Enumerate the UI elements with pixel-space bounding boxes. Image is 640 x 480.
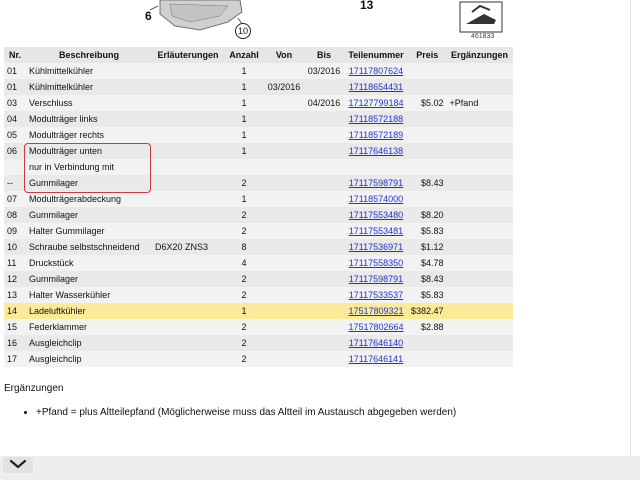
table-header-row xyxy=(4,47,513,63)
cell-bis xyxy=(304,143,344,159)
col-header-preis: Preis xyxy=(408,47,447,63)
part-callout-10: 10 xyxy=(235,23,251,39)
table-row xyxy=(4,223,513,239)
table-row xyxy=(4,111,513,127)
cell-beschreibung: Halter Wasserkühler xyxy=(26,287,152,303)
cell-teilenummer xyxy=(344,79,408,95)
cell-beschreibung: Ausgleichclip xyxy=(26,335,152,351)
table-row xyxy=(4,63,513,79)
col-header-erlaeuterungen: Erläuterungen xyxy=(152,47,224,63)
part-number-link[interactable]: 17118572189 xyxy=(348,130,404,140)
cell-bis xyxy=(304,79,344,95)
cell-von xyxy=(264,287,304,303)
cell-beschreibung: Kühlmittelkühler xyxy=(26,79,152,95)
cell-preis xyxy=(408,159,447,175)
cell-nr: 10 xyxy=(4,239,26,255)
cell-bis xyxy=(304,351,344,367)
part-number-link[interactable]: 17117598791 xyxy=(348,178,404,188)
part-number-link[interactable]: 17117646141 xyxy=(348,354,404,364)
cell-bis xyxy=(304,271,344,287)
cell-anzahl: 8 xyxy=(224,239,264,255)
cell-erlaeuterungen: D6X20 ZNS3 xyxy=(152,239,224,255)
cell-ergaenzungen xyxy=(447,319,513,335)
table-row xyxy=(4,335,513,351)
cell-anzahl: 1 xyxy=(224,303,264,319)
cell-von xyxy=(264,191,304,207)
cell-nr: -- xyxy=(4,175,26,191)
col-header-von: Von xyxy=(264,47,304,63)
chevron-down-icon xyxy=(9,459,27,469)
part-number-link[interactable]: 17117646138 xyxy=(348,146,404,156)
cell-ergaenzungen xyxy=(447,143,513,159)
cell-erlaeuterungen xyxy=(152,111,224,127)
cell-bis: 03/2016 xyxy=(304,63,344,79)
table-row xyxy=(4,351,513,367)
table-row xyxy=(4,159,513,175)
cell-nr: 13 xyxy=(4,287,26,303)
cell-von xyxy=(264,303,304,319)
cell-beschreibung: Modulträger rechts xyxy=(26,127,152,143)
part-number-link[interactable]: 17517809321 xyxy=(348,306,404,316)
cell-preis xyxy=(408,143,447,159)
table-row xyxy=(4,207,513,223)
table-row xyxy=(4,319,513,335)
cell-anzahl: 2 xyxy=(224,287,264,303)
cell-erlaeuterungen xyxy=(152,255,224,271)
cell-ergaenzungen xyxy=(447,175,513,191)
cell-ergaenzungen xyxy=(447,79,513,95)
cell-ergaenzungen xyxy=(447,63,513,79)
cell-anzahl: 1 xyxy=(224,79,264,95)
table-row xyxy=(4,271,513,287)
col-header-bis: Bis xyxy=(304,47,344,63)
cell-nr: 01 xyxy=(4,79,26,95)
cell-ergaenzungen xyxy=(447,287,513,303)
cell-nr: 07 xyxy=(4,191,26,207)
cell-preis: $8.43 xyxy=(408,271,447,287)
cell-erlaeuterungen xyxy=(152,175,224,191)
cell-anzahl: 1 xyxy=(224,127,264,143)
table-row xyxy=(4,95,513,111)
cell-ergaenzungen xyxy=(447,351,513,367)
cell-teilenummer xyxy=(344,111,408,127)
cell-anzahl: 2 xyxy=(224,319,264,335)
cell-beschreibung: Modulträger links xyxy=(26,111,152,127)
cell-bis xyxy=(304,111,344,127)
cell-preis xyxy=(408,79,447,95)
cell-beschreibung: Gummilager xyxy=(26,175,152,191)
cell-bis xyxy=(304,287,344,303)
cell-anzahl: 1 xyxy=(224,143,264,159)
cell-ergaenzungen xyxy=(447,191,513,207)
cell-beschreibung: Federklammer xyxy=(26,319,152,335)
cell-bis xyxy=(304,303,344,319)
cell-beschreibung: Druckstück xyxy=(26,255,152,271)
cell-erlaeuterungen xyxy=(152,335,224,351)
cell-preis xyxy=(408,127,447,143)
cell-teilenummer xyxy=(344,255,408,271)
part-number-link[interactable]: 17117536971 xyxy=(348,242,404,252)
cell-von xyxy=(264,223,304,239)
cell-von xyxy=(264,271,304,287)
part-number-link[interactable]: 17517802664 xyxy=(348,322,404,332)
cell-anzahl: 1 xyxy=(224,191,264,207)
cell-preis xyxy=(408,335,447,351)
cell-bis xyxy=(304,223,344,239)
part-number-link[interactable]: 17117807624 xyxy=(348,66,404,76)
cell-beschreibung: Schraube selbstschneidend xyxy=(26,239,152,255)
collapse-button[interactable] xyxy=(3,457,33,473)
cell-nr: 01 xyxy=(4,63,26,79)
table-row xyxy=(4,79,513,95)
part-number-link[interactable]: 17117646140 xyxy=(348,338,404,348)
col-header-nr: Nr. xyxy=(4,47,26,63)
cell-teilenummer xyxy=(344,239,408,255)
cell-ergaenzungen: +Pfand xyxy=(447,95,513,111)
cell-preis: $1.12 xyxy=(408,239,447,255)
col-header-anzahl: Anzahl xyxy=(224,47,264,63)
cell-von: 03/2016 xyxy=(264,79,304,95)
cell-von xyxy=(264,207,304,223)
cell-teilenummer xyxy=(344,287,408,303)
cell-teilenummer xyxy=(344,159,408,175)
cell-anzahl: 1 xyxy=(224,63,264,79)
cell-preis xyxy=(408,111,447,127)
cell-teilenummer xyxy=(344,143,408,159)
cell-erlaeuterungen xyxy=(152,127,224,143)
cell-bis xyxy=(304,159,344,175)
part-label-13: 13 xyxy=(360,0,374,12)
cell-teilenummer xyxy=(344,351,408,367)
cell-nr: 15 xyxy=(4,319,26,335)
cell-von xyxy=(264,95,304,111)
diagram-image-id: 461833 xyxy=(471,33,495,40)
cell-beschreibung: Kühlmittelkühler xyxy=(26,63,152,79)
cell-anzahl: 2 xyxy=(224,175,264,191)
cell-nr: 12 xyxy=(4,271,26,287)
cell-erlaeuterungen xyxy=(152,191,224,207)
cell-preis: $8.43 xyxy=(408,175,447,191)
part-number-link[interactable]: 17117553480 xyxy=(348,210,404,220)
part-number-link[interactable]: 17118654431 xyxy=(348,82,404,92)
cell-erlaeuterungen xyxy=(152,207,224,223)
table-row xyxy=(4,175,513,191)
cell-bis xyxy=(304,239,344,255)
cell-von xyxy=(264,175,304,191)
col-header-beschreibung: Beschreibung xyxy=(26,47,152,63)
cell-ergaenzungen xyxy=(447,303,513,319)
cell-anzahl: 2 xyxy=(224,351,264,367)
cell-erlaeuterungen xyxy=(152,143,224,159)
cell-von xyxy=(264,143,304,159)
cell-nr xyxy=(4,159,26,175)
cell-teilenummer xyxy=(344,271,408,287)
cell-anzahl: 2 xyxy=(224,271,264,287)
cell-erlaeuterungen xyxy=(152,303,224,319)
bottom-toolbar xyxy=(0,456,640,480)
cell-von xyxy=(264,335,304,351)
cell-erlaeuterungen xyxy=(152,95,224,111)
part-number-link[interactable]: 17117558350 xyxy=(348,258,404,268)
cell-teilenummer xyxy=(344,207,408,223)
cell-bis xyxy=(304,255,344,271)
cell-preis: $5.83 xyxy=(408,287,447,303)
cell-von xyxy=(264,319,304,335)
cell-nr: 16 xyxy=(4,335,26,351)
col-header-teilenummer: Teilenummer xyxy=(344,47,408,63)
cell-preis xyxy=(408,351,447,367)
part-number-link[interactable]: 17117598791 xyxy=(348,274,404,284)
cell-erlaeuterungen xyxy=(152,159,224,175)
cell-von xyxy=(264,351,304,367)
ergaenzungen-list xyxy=(22,407,456,418)
cell-preis: $382.47 xyxy=(408,303,447,319)
parts-table xyxy=(4,47,513,367)
part-number-link[interactable]: 17117553481 xyxy=(348,226,404,236)
cell-bis xyxy=(304,127,344,143)
cell-erlaeuterungen xyxy=(152,79,224,95)
cell-beschreibung: Gummilager xyxy=(26,207,152,223)
cell-beschreibung: Ladeluftkühler xyxy=(26,303,152,319)
cell-nr: 17 xyxy=(4,351,26,367)
cell-erlaeuterungen xyxy=(152,271,224,287)
scrollbar-track[interactable] xyxy=(630,0,640,456)
diagram-drawing xyxy=(0,0,640,44)
cell-nr: 09 xyxy=(4,223,26,239)
part-number-link[interactable]: 17117533537 xyxy=(348,290,404,300)
cell-anzahl: 2 xyxy=(224,335,264,351)
cell-ergaenzungen xyxy=(447,127,513,143)
cell-nr: 08 xyxy=(4,207,26,223)
cell-teilenummer xyxy=(344,95,408,111)
table-row xyxy=(4,287,513,303)
cell-anzahl: 4 xyxy=(224,255,264,271)
cell-anzahl: 1 xyxy=(224,95,264,111)
cell-erlaeuterungen xyxy=(152,351,224,367)
cell-von xyxy=(264,239,304,255)
table-row xyxy=(4,143,513,159)
cell-teilenummer xyxy=(344,191,408,207)
cell-preis: $5.02 xyxy=(408,95,447,111)
cell-anzahl: 2 xyxy=(224,207,264,223)
cell-preis xyxy=(408,191,447,207)
cell-beschreibung: Modulträgerabdeckung xyxy=(26,191,152,207)
cell-teilenummer xyxy=(344,175,408,191)
cell-bis xyxy=(304,207,344,223)
cell-nr: 04 xyxy=(4,111,26,127)
table-row xyxy=(4,239,513,255)
cell-beschreibung: Ausgleichclip xyxy=(26,351,152,367)
ergaenzungen-item: • +Pfand = plus Altteilepfand (Möglicherweise muss das Altteil im Austausch abgegeben werden) xyxy=(36,407,456,418)
cell-bis: 04/2016 xyxy=(304,95,344,111)
part-number-link[interactable]: 17118572188 xyxy=(348,114,404,124)
cell-bis xyxy=(304,319,344,335)
cell-ergaenzungen xyxy=(447,159,513,175)
cell-ergaenzungen xyxy=(447,223,513,239)
table-row xyxy=(4,255,513,271)
cell-von xyxy=(264,255,304,271)
part-number-link[interactable]: 17118574000 xyxy=(348,194,404,204)
col-header-ergaenzungen: Ergänzungen xyxy=(447,47,513,63)
cell-preis xyxy=(408,63,447,79)
cell-von xyxy=(264,159,304,175)
table-body xyxy=(4,63,513,367)
cell-anzahl xyxy=(224,159,264,175)
cell-ergaenzungen xyxy=(447,239,513,255)
cell-ergaenzungen xyxy=(447,271,513,287)
cell-beschreibung: Halter Gummilager xyxy=(26,223,152,239)
cell-beschreibung: Modulträger unten xyxy=(26,143,152,159)
cell-ergaenzungen xyxy=(447,207,513,223)
cell-teilenummer xyxy=(344,335,408,351)
cell-ergaenzungen xyxy=(447,335,513,351)
table-row xyxy=(4,127,513,143)
ergaenzungen-heading: Ergänzungen xyxy=(4,383,64,394)
part-label-6: 6 xyxy=(145,9,152,23)
cell-erlaeuterungen xyxy=(152,319,224,335)
cell-bis xyxy=(304,335,344,351)
table-row xyxy=(4,303,513,319)
cell-ergaenzungen xyxy=(447,111,513,127)
cell-teilenummer xyxy=(344,127,408,143)
cell-teilenummer xyxy=(344,63,408,79)
cell-von xyxy=(264,127,304,143)
cell-von xyxy=(264,111,304,127)
cell-von xyxy=(264,63,304,79)
cell-beschreibung: Gummilager xyxy=(26,271,152,287)
cell-nr: 06 xyxy=(4,143,26,159)
cell-ergaenzungen xyxy=(447,255,513,271)
cell-teilenummer xyxy=(344,223,408,239)
cell-nr: 03 xyxy=(4,95,26,111)
cell-nr: 14 xyxy=(4,303,26,319)
cell-erlaeuterungen xyxy=(152,287,224,303)
cell-beschreibung: Verschluss xyxy=(26,95,152,111)
table-row xyxy=(4,191,513,207)
cell-beschreibung: nur in Verbindung mit xyxy=(26,159,152,175)
cell-bis xyxy=(304,191,344,207)
cell-nr: 05 xyxy=(4,127,26,143)
cell-nr: 11 xyxy=(4,255,26,271)
cell-preis: $5.83 xyxy=(408,223,447,239)
cell-anzahl: 2 xyxy=(224,223,264,239)
cell-bis xyxy=(304,175,344,191)
cell-preis: $4.78 xyxy=(408,255,447,271)
cell-anzahl: 1 xyxy=(224,111,264,127)
cell-erlaeuterungen xyxy=(152,223,224,239)
part-number-link[interactable]: 17127799184 xyxy=(348,98,404,108)
cell-teilenummer xyxy=(344,303,408,319)
cell-teilenummer xyxy=(344,319,408,335)
cell-preis: $8.20 xyxy=(408,207,447,223)
parts-diagram xyxy=(0,0,640,44)
cell-erlaeuterungen xyxy=(152,63,224,79)
cell-preis: $2.88 xyxy=(408,319,447,335)
